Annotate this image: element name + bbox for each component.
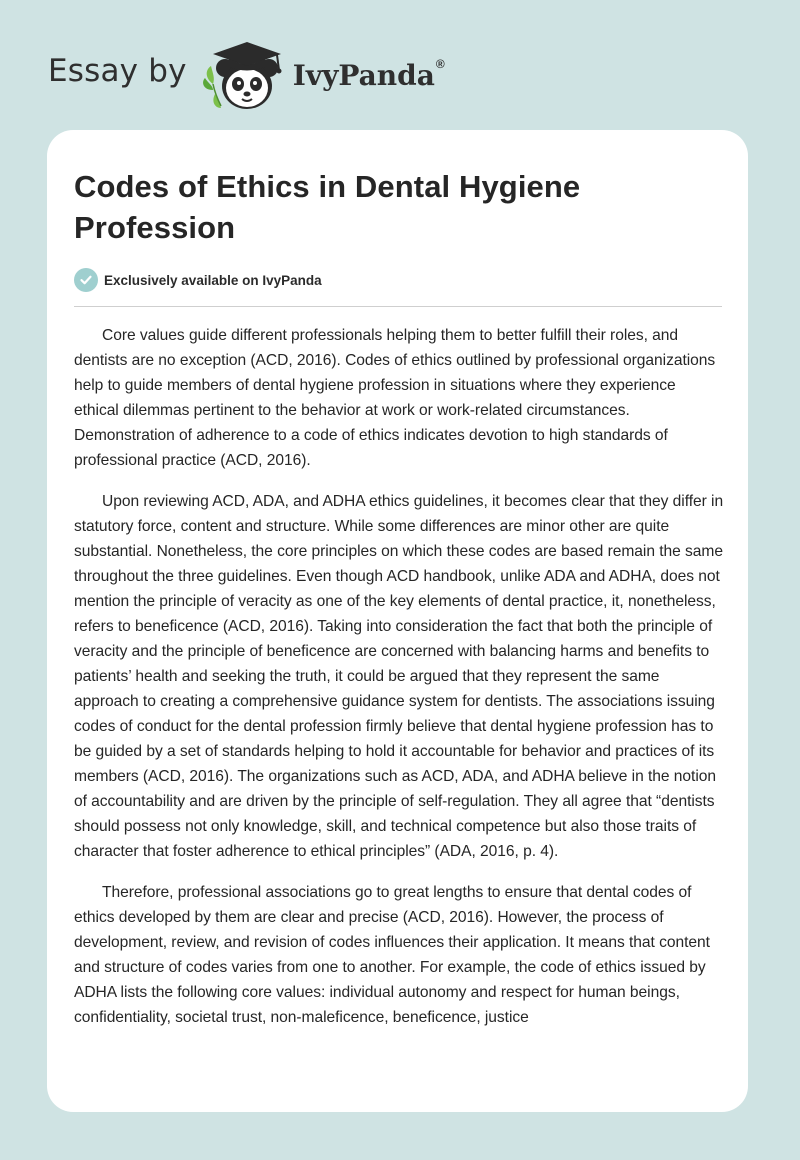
- paragraph-1: Core values guide different professionals helping them to better fulfill their roles, and dentists are no exception (ACD, 2016). Codes of ethics outlined by professional organizations help to guide members of dental hygiene profession in situations where they experience ethical dilemmas pertinent to the behavior at work or work-related circumstances. Demonstration of adherence to a code of ethics indicates devotion to high standards of professional practice (ACD, 2016).: [74, 327, 716, 469]
- check-circle-icon: [74, 268, 98, 292]
- registered-mark: ®: [435, 56, 445, 71]
- brand-name[interactable]: [292, 56, 445, 92]
- brand-name-text: IvyPanda: [292, 58, 435, 92]
- exclusive-badge-label: Exclusively available on IvyPanda: [104, 272, 322, 288]
- paragraph-2: Upon reviewing ACD, ADA, and ADHA ethics guidelines, it becomes clear that they differ in statutory force, content and structure. While some differences are minor other are quite substantial. Nonetheless, the core principles on which these codes are based remain the same throughout the three guidelines. Even though ACD handbook, unlike ADA and ADHA, does not mention the principle of veracity as one of the key elements of dental practice, it, nonetheless, refers to beneficence (ACD, 2016). Taking into consideration the fact that both the principle of veracity and the principle of beneficence are concerned with balancing harms and benefits to patients’ health and seeking the truth, it could be argued that they represent the same approach to creating a comprehensive guidance system for dentists. The associations issuing codes of conduct for the dental profession firmly believe that dental hygiene profession has to be guided by a set of standards helping to hold it accountable for behavior and practices of its members (ACD, 2016). The organizations such as ACD, ADA, and ADHA believe in the notion of accountability and are driven by the principle of self-regulation. They all agree that “dentists should possess not only knowledge, skill, and technical competence but also those traits of character that foster adherence to ethical principles” (ADA, 2016, p. 4).: [74, 493, 724, 860]
- site-header: [48, 34, 445, 114]
- exclusive-badge: [74, 268, 721, 292]
- essay-body: [74, 323, 724, 1030]
- essay-card: [47, 130, 748, 1112]
- essay-by-label: Essay by: [48, 53, 187, 89]
- paragraph-3: Therefore, professional associations go to great lengths to ensure that dental codes of ethics developed by them are clear and precise (ACD, 2016). However, the process of development, review, and revision of codes influences their application. It means that content and structure of codes varies from one to another. For example, the code of ethics issued by ADHA lists the following core values: individual autonomy and respect for human beings, confidentiality, societal trust, non-maleficence, beneficence, justice: [74, 884, 710, 1026]
- divider: [74, 306, 722, 307]
- panda-logo-icon[interactable]: [199, 34, 289, 114]
- checkmark-icon: [79, 273, 93, 287]
- essay-title: Codes of Ethics in Dental Hygiene Profession: [74, 169, 581, 245]
